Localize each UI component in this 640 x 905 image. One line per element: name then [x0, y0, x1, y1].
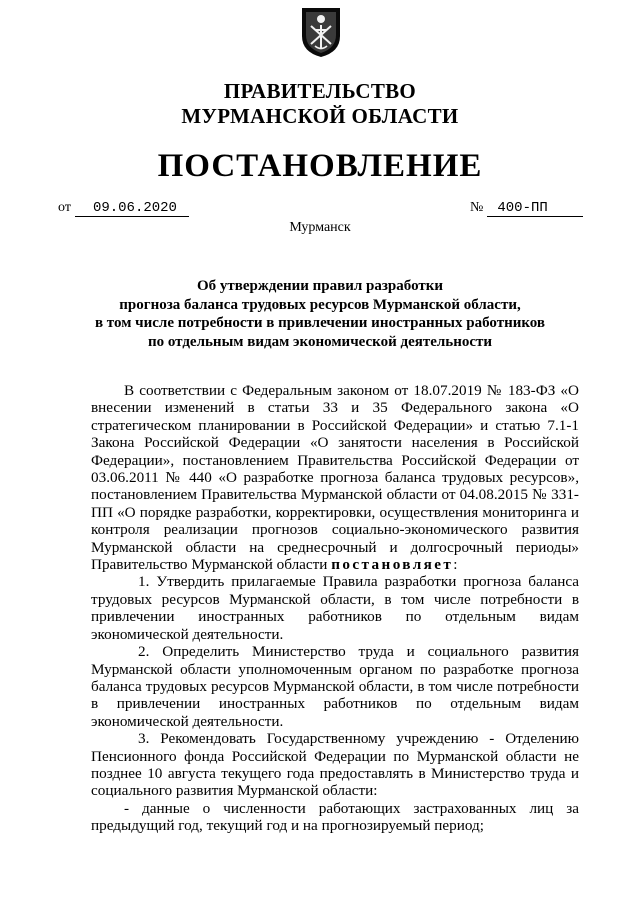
government-name-line1: ПРАВИТЕЛЬСТВО [223, 79, 417, 103]
paragraph-item-1: 1. Утвердить прилагаемые Правила разработки прогноза баланса трудовых ресурсов Мурманской области, в том числе потребности в привлечении иностранных работников по отдельным видам экономической деятельности. [91, 573, 579, 643]
document-date [58, 200, 189, 217]
document-number [470, 200, 583, 217]
city-name: Мурманск [289, 220, 351, 235]
government-name-line2: МУРМАНСКОЙ ОБЛАСТИ [181, 104, 459, 128]
preamble-paragraph [91, 382, 579, 573]
decree-colon: : [453, 556, 458, 574]
title-line: Об утверждении правил разработки [196, 278, 444, 294]
coat-of-arms-emblem [300, 6, 342, 58]
number-value: 400-ПП [487, 201, 583, 217]
date-prefix: от [58, 200, 71, 215]
document-type-heading: ПОСТАНОВЛЕНИЕ [157, 148, 483, 184]
paragraph-item-2: 2. Определить Министерство труда и социального развития Мурманской области уполномоченным органом по разработке прогноза баланса трудовых ресурсов Мурманской области, в том числе потребности в привлечении иностранных работников по отдельным видам экономической деятельности. [91, 643, 579, 730]
title-line: прогноза баланса трудовых ресурсов Мурманской области, [119, 296, 521, 313]
dash-list-item: - данные о численности работающих застрахованных лиц за предыдущий год, текущий год и на прогнозируемый период; [91, 799, 579, 835]
decree-word: постановляет [331, 556, 454, 574]
title-line: в том числе потребности в привлечении иностранных работников [94, 315, 546, 331]
title-line: по отдельным видам экономической деятельности [147, 333, 493, 350]
document-body [91, 382, 579, 835]
paragraph-item-3: 3. Рекомендовать Государственному учреждению - Отделению Пенсионного фонда Российской Федерации по Мурманской области не позднее 10 августа текущего года предоставлять в Министерство труда и социального развития Мурманской области: [91, 730, 579, 800]
preamble-text: В соответствии с Федеральным законом от 18.07.2019 № 183-ФЗ «О внесении изменений в статьи 33 и 35 Федерального закона «О стратегическом планировании в Российской Федерации» и статью 7.1-1 Закона Российской Федерации «О занятости населения в Российской Федерации», постановлением Правительства Российской Федерации от 03.06.2011 № 440 «О разработке прогноза баланса трудовых ресурсов», постановлением Правительства Мурманской области от 04.08.2015 № 331-ПП «О порядке разработки, корректировки, осуществления мониторинга и контроля реализации прогнозов социально-экономического развития Мурманской области на среднесрочный и долгосрочный периоды» Правительство Мурманской области [91, 382, 579, 574]
number-prefix: № [470, 200, 484, 215]
document-title [60, 277, 580, 351]
date-value: 09.06.2020 [75, 201, 189, 217]
